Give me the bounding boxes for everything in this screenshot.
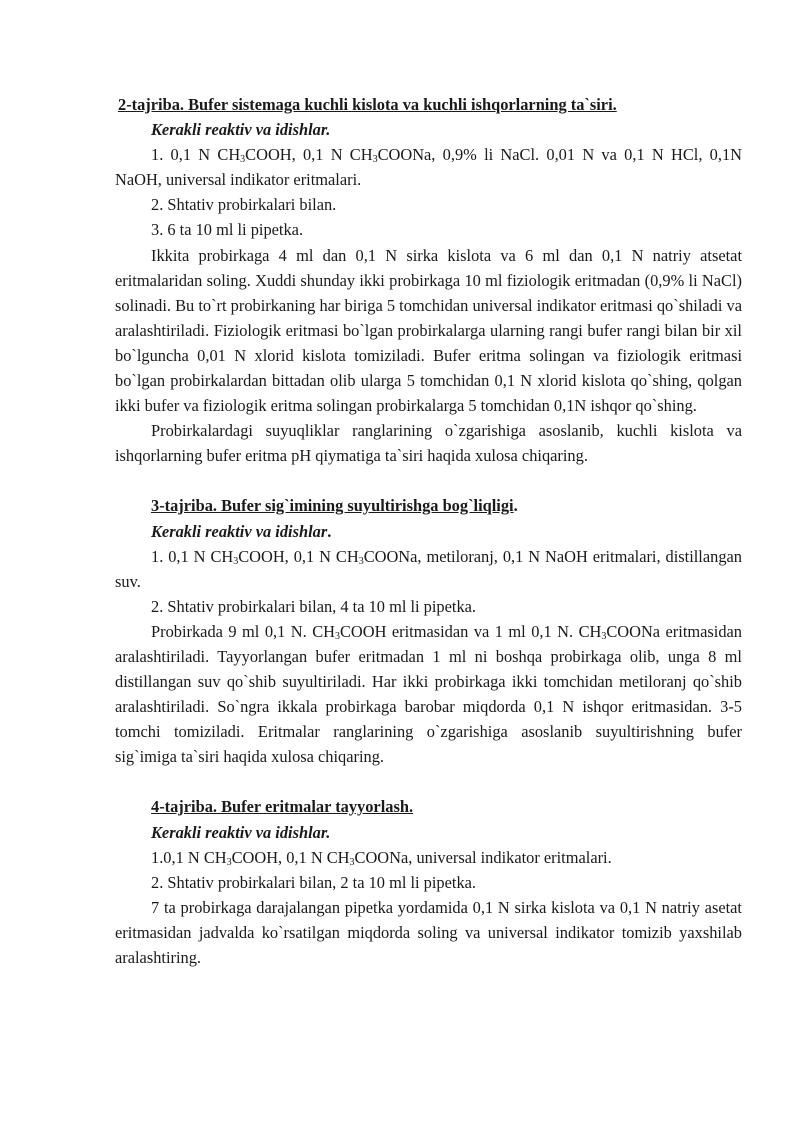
exp2-subheading: Kerakli reaktiv va idishlar. xyxy=(151,120,331,140)
exp3-item2: 2. Shtativ probirkalari bilan, 4 ta 10 ml li pipetka. xyxy=(151,596,477,616)
exp2-item2: 2. Shtativ probirkalari bilan. xyxy=(151,195,337,215)
exp4-paragraph-1: 7 ta probirkaga darajalangan pipetka yordamida 0,1 N sirka kislota va 0,1 N natriy asetat eritmasidan jadvalda ko`rsatilgan miqdorda soling va universal indikator tomizib yaxshilab aralashtiring. xyxy=(115,897,742,967)
exp2-paragraph-1: Ikkita probirkaga 4 ml dan 0,1 N sirka kislota va 6 ml dan 0,1 N natriy atsetat eritmalaridan soling. Xuddi shunday ikki probirkaga 10 ml fiziologik eritmadan (0,9% li NaCl) solinadi. Bu to`rt probirkaning har biriga 5 tomchidan universal indikator eritmasi qo`shiladi va aralashtiriladi. Fiziologik eritmasi bo`lgan probirkalarga ularning rangi bufer rangi bilan bir xil bo`lguncha 0,01 N xlorid kislota tomiziladi. Bufer eritma solingan va fiziologik eritmasi bo`lgan probirkalardan bittadan olib ularga 5 tomchidan 0,1 N xlorid kislota qo`shing, qolgan ikki bufer va fiziologik eritma solingan probirkalarga 5 tomchidan 0,1N ishqor qo`shing. xyxy=(115,245,742,416)
exp3-subheading: Kerakli reaktiv va idishlar. xyxy=(151,521,332,541)
exp2-item3: 3. 6 ta 10 ml li pipetka. xyxy=(151,220,304,240)
exp4-item1: 1.0,1 N $CH_3COOH$, 0,1 N $CH_3COONa$, universal indikator eritmalari. xyxy=(151,847,612,868)
exp3-heading: 3-tajriba. Bufer sig`imining suyultirishga bog`liqligi. xyxy=(151,496,518,516)
spacer xyxy=(115,769,742,794)
exp2-item1: 1. 0,1 N $CH_3COOH$, 0,1 N $CH_3COONa$, 0,9% li NaCl. 0,01 N va 0,1 N HCl, 0,1N NaOH, universal indikator eritmalari. xyxy=(115,145,742,190)
exp4-heading: 4-tajriba. Bufer eritmalar tayyorlash. xyxy=(151,797,414,817)
exp2-paragraph-2: Probirkalardagi suyuqliklar ranglarining o`zgarishiga asoslanib, kuchli kislota va ishqorlarning bufer eritma pH qiymatiga ta`siri haqida xulosa chiqaring. xyxy=(115,421,742,466)
exp2-heading: 2-tajriba. Bufer sistemaga kuchli kislota va kuchli ishqorlarning ta`siri. xyxy=(118,95,617,114)
exp4-item2: 2. Shtativ probirkalari bilan, 2 ta 10 ml li pipetka. xyxy=(151,872,477,892)
exp4-subheading: Kerakli reaktiv va idishlar. xyxy=(151,822,331,842)
exp3-item1: 1. 0,1 N $CH_3COOH$, 0,1 N $CH_3COONa$, metiloranj, 0,1 N NaOH eritmalari, distillangan suv. xyxy=(115,546,742,591)
document-page xyxy=(115,92,742,970)
spacer xyxy=(115,468,742,493)
exp3-paragraph-1: Probirkada 9 ml 0,1 N. $CH_3COOH$ eritmasidan va 1 ml 0,1 N. $CH_3COONa$ eritmasidan aralashtiriladi. Tayyorlangan bufer eritmadan 1 ml ni boshqa probirkaga olib, unga 8 ml distillangan suv qo`shib suyultiriladi. Har ikki probirkaga ikki tomchidan metiloranj qo`shib aralashtiriladi. So`ngra ikkala probirkaga barobar miqdorda 0,1 N ishqor eritmasidan. 3-5 tomchi tomiziladi. Eritmalar ranglarining o`zgarishiga asoslanib suyultirishning bufer sig`imiga ta`siri haqida xulosa chiqaring. xyxy=(115,621,742,767)
